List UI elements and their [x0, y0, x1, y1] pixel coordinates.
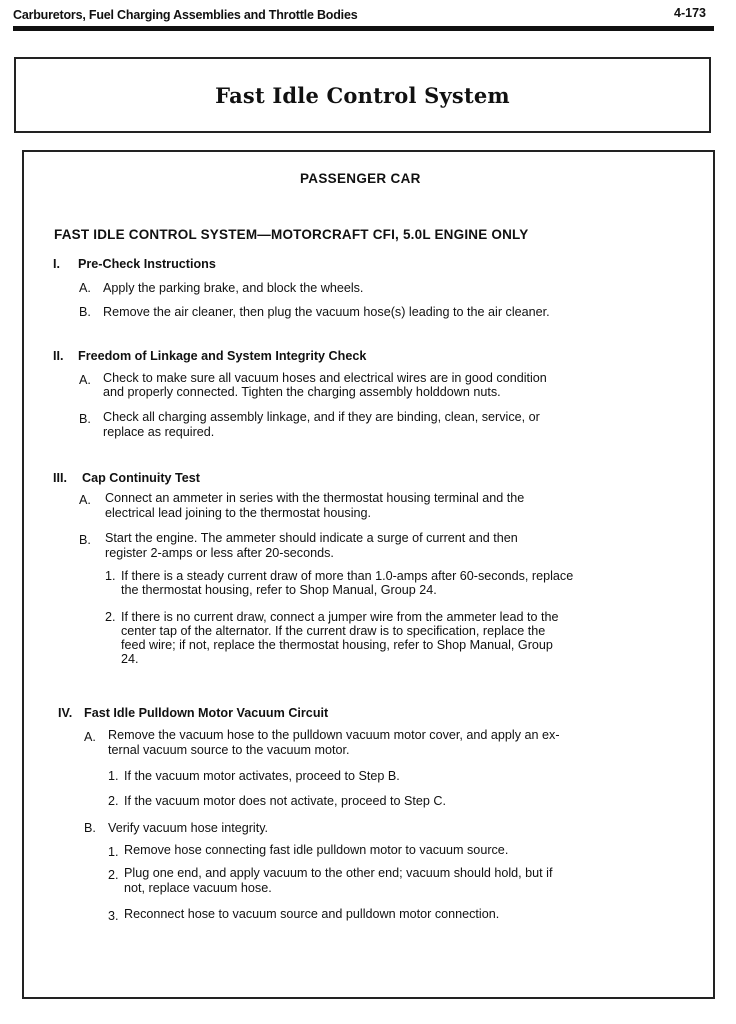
step-text: Connect an ammeter in series with the thermostat housing terminal and the: [105, 491, 525, 505]
step-label: A.: [79, 493, 91, 507]
substep-label: 2.: [108, 868, 119, 882]
step-text: Check to make sure all vacuum hoses and electrical wires are in good condition: [103, 371, 547, 385]
substep-label: 3.: [108, 909, 119, 923]
running-header-section: Carburetors, Fuel Charging Assemblies and Throttle Bodies: [13, 8, 358, 22]
step-label: A.: [79, 281, 91, 295]
substep-label: 1.: [108, 845, 119, 859]
section-title: Fast Idle Pulldown Motor Vacuum Circuit: [84, 706, 329, 720]
substep-text: feed wire; if not, replace the thermostat housing, refer to Shop Manual, Group: [121, 638, 553, 652]
step-text: Apply the parking brake, and block the wheels.: [103, 281, 364, 295]
header-rule: [13, 26, 714, 31]
substep-label: 2.: [108, 794, 119, 808]
substep-text: Plug one end, and apply vacuum to the other end; vacuum should hold, but if: [124, 866, 553, 880]
section-number: II.: [53, 349, 64, 363]
substep-text: Remove hose connecting fast idle pulldown motor to vacuum source.: [124, 843, 509, 857]
section-title: Cap Continuity Test: [82, 471, 201, 485]
step-text: and properly connected. Tighten the charging assembly holddown nuts.: [103, 385, 501, 399]
step-text: Verify vacuum hose integrity.: [108, 821, 269, 835]
substep-label: 2.: [105, 610, 116, 624]
substep-text: If there is no current draw, connect a jumper wire from the ammeter lead to the: [121, 610, 559, 624]
substep-text: If the vacuum motor does not activate, proceed to Step C.: [124, 794, 447, 808]
title-box: [14, 57, 711, 133]
step-label: B.: [79, 533, 91, 547]
substep-text: center tap of the alternator. If the current draw is to specification, replace the: [121, 624, 546, 638]
step-text: electrical lead joining to the thermostat housing.: [105, 506, 372, 520]
step-label: B.: [84, 821, 96, 835]
step-label: B.: [79, 412, 91, 426]
step-text: register 2-amps or less after 20-seconds.: [105, 546, 334, 560]
section-number: III.: [53, 471, 67, 485]
step-text: ternal vacuum source to the vacuum motor.: [108, 743, 350, 757]
step-text: Check all charging assembly linkage, and if they are binding, clean, service, or: [103, 410, 540, 424]
substep-label: 1.: [108, 769, 119, 783]
section-number: I.: [53, 257, 60, 271]
step-text: replace as required.: [103, 425, 215, 439]
step-text: Remove the air cleaner, then plug the vacuum hose(s) leading to the air cleaner.: [103, 305, 550, 319]
page-title: Fast Idle Control System: [215, 82, 510, 108]
substep-text: Reconnect hose to vacuum source and pulldown motor connection.: [124, 907, 500, 921]
section-number: IV.: [58, 706, 73, 720]
step-text: Remove the vacuum hose to the pulldown vacuum motor cover, and apply an ex-: [108, 728, 560, 742]
section-title: Pre-Check Instructions: [78, 257, 216, 271]
substep-text: 24.: [121, 652, 139, 666]
section-title: Freedom of Linkage and System Integrity Check: [78, 349, 367, 363]
substep-text: the thermostat housing, refer to Shop Manual, Group 24.: [121, 583, 437, 597]
step-label: A.: [84, 730, 96, 744]
substep-text: If the vacuum motor activates, proceed to Step B.: [124, 769, 400, 783]
page-number: 4-173: [674, 6, 706, 20]
substep-label: 1.: [105, 569, 116, 583]
substep-text: If there is a steady current draw of more than 1.0-amps after 60-seconds, replace: [121, 569, 574, 583]
step-label: A.: [79, 373, 91, 387]
main-heading: FAST IDLE CONTROL SYSTEM—MOTORCRAFT CFI, 5.0L ENGINE ONLY: [54, 227, 529, 242]
substep-text: not, replace vacuum hose.: [124, 881, 272, 895]
subtitle: PASSENGER CAR: [300, 171, 421, 186]
step-label: B.: [79, 305, 91, 319]
step-text: Start the engine. The ammeter should indicate a surge of current and then: [105, 531, 518, 545]
